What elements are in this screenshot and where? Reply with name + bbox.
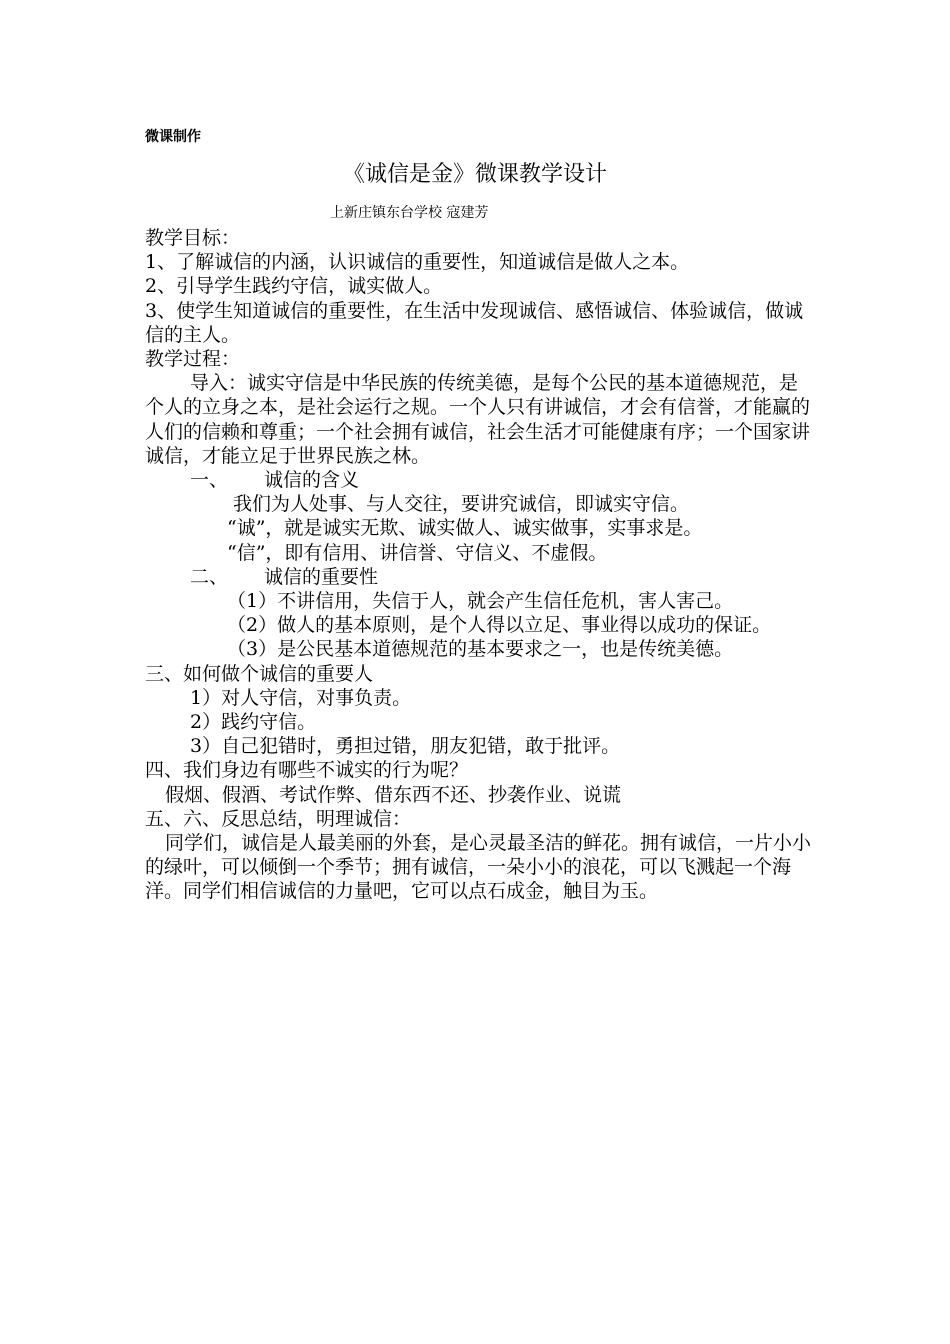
process-heading: 教学过程： (145, 348, 241, 371)
section-line: （3）是公民基本道德规范的基本要求之一，也是传统美德。 (227, 638, 734, 661)
section-line: “诚”，就是诚实无欺、诚实做人、诚实做事，实事求是。 (227, 517, 703, 540)
section-line: （2）做人的基本原则，是个人得以立足、事业得以成功的保证。 (227, 614, 772, 637)
goals-heading: 教学目标： (145, 227, 241, 249)
section-line: 1）对人守信，对事负责。 (190, 686, 412, 709)
section-line: 我们为人处事、与人交往，要讲究诚信，即诚实守信。 (233, 493, 690, 516)
author-byline: 上新庄镇东台学校 寇建芳 (330, 205, 489, 221)
goal-item: 2、引导学生践约守信，诚实做人。 (145, 275, 443, 298)
section-line: 3）自己犯错时，勇担过错，朋友犯错，敢于批评。 (190, 735, 621, 758)
document-body (145, 226, 815, 904)
section-title: 诚信的重要性 (264, 565, 379, 588)
section-number: 二、 (190, 565, 229, 588)
section-heading: 五、六、反思总结，明理诚信： (145, 807, 412, 830)
goal-item: 3、使学生知道诚信的重要性，在生活中发现诚信、感悟诚信、体验诚信，做诚信的主人。 (145, 299, 804, 346)
section-line: 假烟、假酒、考试作弊、借东西不还、抄袭作业、说谎 (165, 783, 622, 806)
section-line: “信”，即有信用、讲信誉、守信义、不虚假。 (227, 541, 608, 564)
header-label: 微课制作 (145, 129, 201, 145)
section-number: 一、 (190, 469, 229, 492)
goal-item: 1、了解诚信的内涵，认识诚信的重要性，知道诚信是做人之本。 (145, 251, 690, 274)
section-heading (145, 468, 815, 492)
section-title: 诚信的含义 (264, 469, 360, 492)
section-heading (145, 565, 815, 589)
section-heading: 四、我们身边有哪些不诚实的行为呢？ (145, 759, 469, 782)
section-line: 2）践约守信。 (190, 711, 317, 734)
section-heading: 三、如何做个诚信的重要人 (145, 662, 374, 685)
section-line: （1）不讲信用，失信于人，就会产生信任危机，害人害己。 (227, 590, 734, 613)
document-title: 《诚信是金》微课教学设计 (342, 162, 607, 187)
intro-paragraph: 导入：诚实守信是中华民族的传统美德，是每个公民的基本道德规范，是个人的立身之本，是社会运行之规。一个人只有讲诚信，才会有信誉，才能赢的人们的信赖和尊重；一个社会拥有诚信，社会生活才可能健康有序；一个国家讲诚信，才能立足于世界民族之林。 (145, 372, 811, 467)
closing-paragraph: 同学们，诚信是人最美丽的外套，是心灵最圣洁的鲜花。拥有诚信，一片小小的绿叶，可以倾倒一个季节；拥有诚信，一朵小小的浪花，可以飞溅起一个海洋。同学们相信诚信的力量吧，它可以点石成金，触目为玉。 (145, 832, 812, 903)
